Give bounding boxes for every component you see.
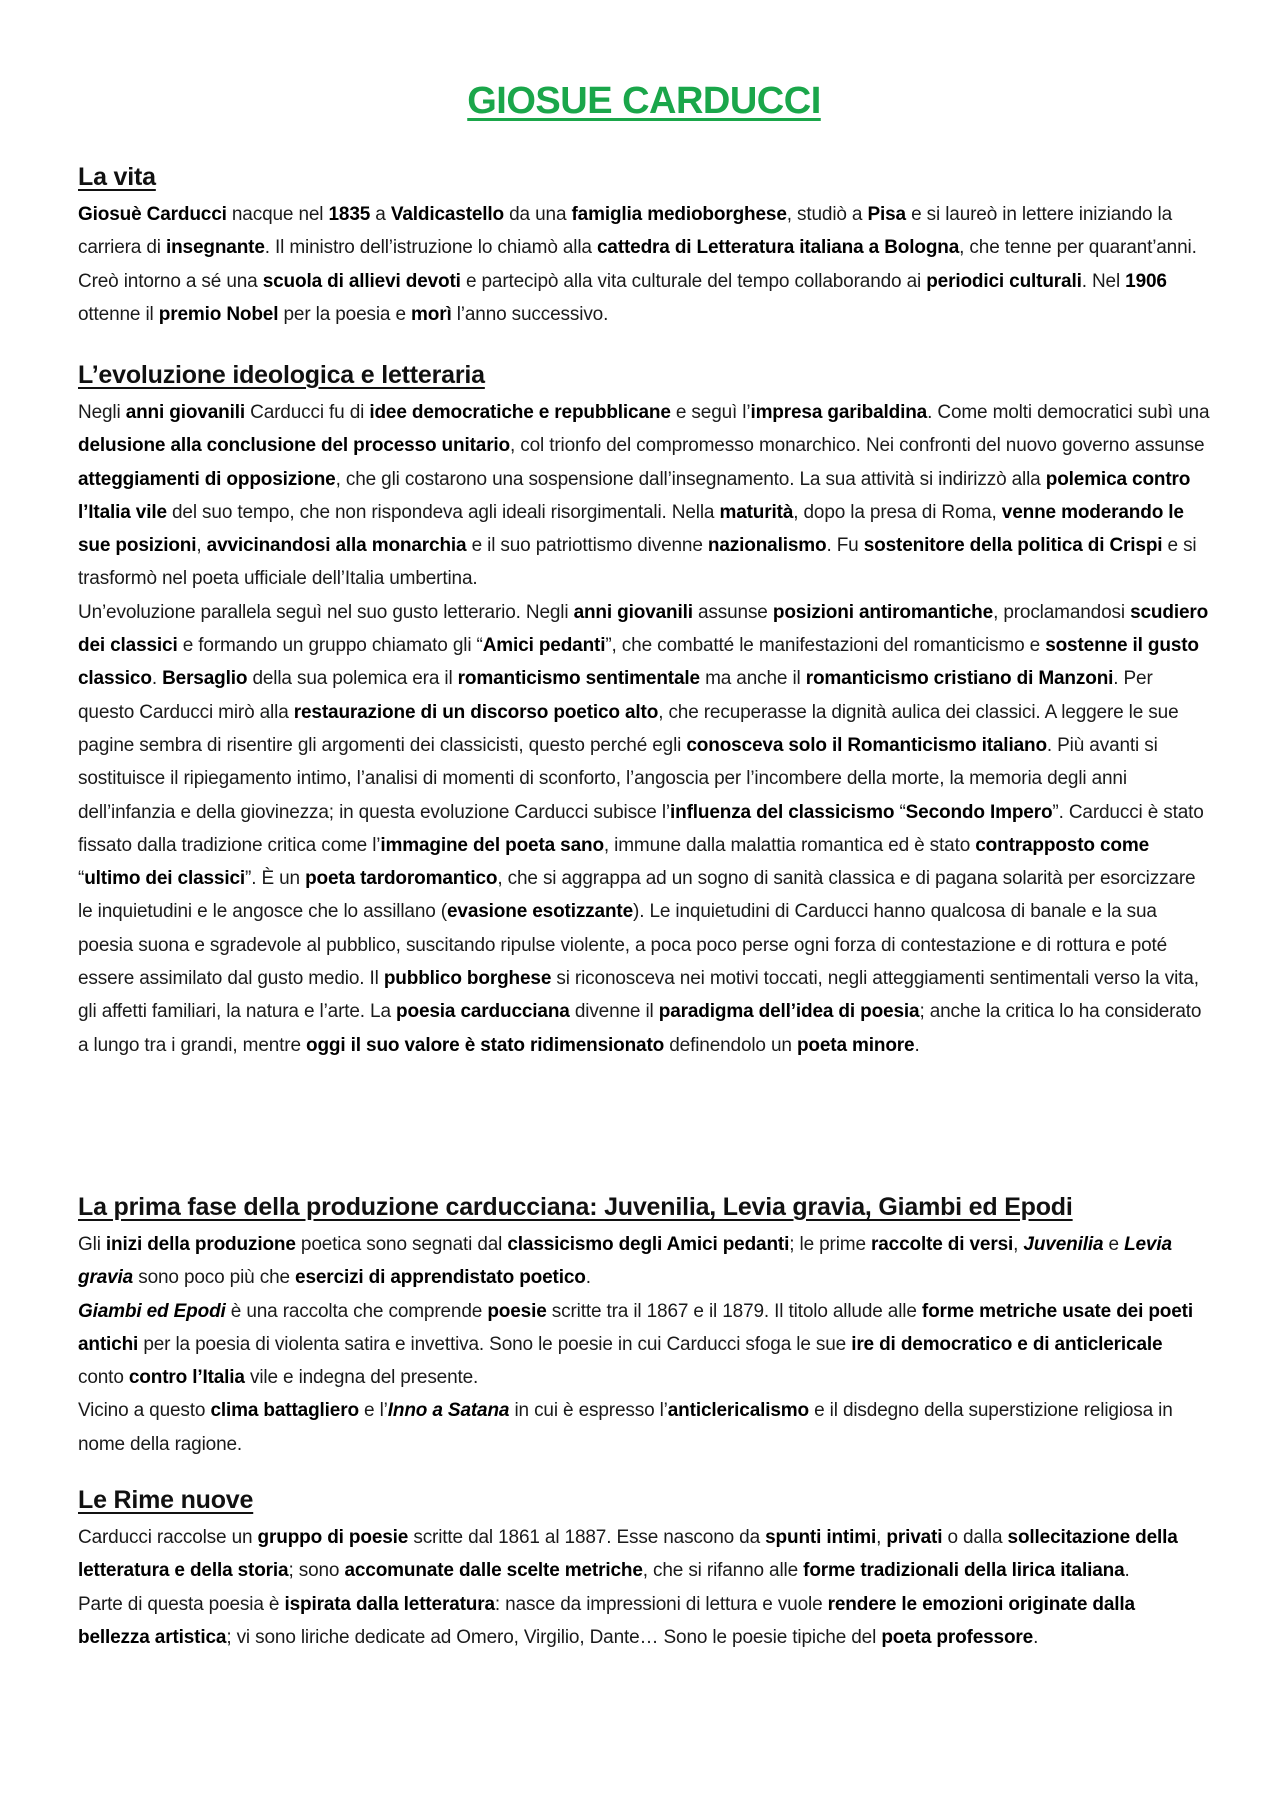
paragraph: Parte di questa poesia è ispirata dalla letteratura: nasce da impressioni di lettura e vuole rendere le emozioni originate dalla bellezza artistica; vi sono liriche dedicate ad Omero, Virgilio, Dante… Sono le poesie tipiche del poeta professore. bbox=[78, 1593, 1135, 1648]
bold-text: venne moderando le sue posizioni bbox=[78, 501, 1184, 557]
bold-text: contro l’Italia bbox=[128, 1367, 245, 1389]
section-heading: L’evoluzione ideologica e letteraria bbox=[78, 361, 485, 389]
bold-text: scudiero dei classici bbox=[78, 601, 1209, 657]
bold-text: delusione alla conclusione del processo unitario bbox=[78, 435, 511, 457]
bold-text: romanticismo sentimentale bbox=[457, 668, 700, 690]
bold-text: conosceva solo il Romanticismo italiano bbox=[686, 734, 1047, 756]
bold-text: inizi della produzione bbox=[105, 1234, 296, 1255]
paragraph: Giosuè Carducci nacque nel 1835 a Valdicastello da una famiglia medioborghese, studiò a Pisa e si laureò in lettere iniziando la carriera di insegnante. Il ministro dell’istruzione lo chiamò alla cattedra di Letteratura italiana a Bologna, che tenne per quarant’anni. Creò intorno a sé una scuola di allievi devoti e partecipò alla vita culturale del tempo collaborando ai periodici culturali. Nel 1906 ottenne il premio Nobel per la poesia e morì l’anno successivo. bbox=[78, 204, 1197, 325]
paragraph: Vicino a questo clima battagliero e l’Inno a Satana in cui è espresso l’anticlericalismo e il disdegno della superstizione religiosa in nome della ragione. bbox=[78, 1400, 1173, 1455]
bold-text: poeta professore bbox=[881, 1626, 1034, 1648]
bold-text: Amici pedanti bbox=[482, 635, 606, 657]
paragraph: Giambi ed Epodi è una raccolta che comprende poesie scritte tra il 1867 e il 1879. Il titolo allude alle forme metriche usate dei poeti antichi per la poesia di violenta satira e invettiva. Sono le poesie in cui Carducci sfoga le sue ire di democratico e di anticlericale conto contro l’Italia vile e indegna del presente. bbox=[78, 1300, 1193, 1389]
bold-text: anticlericalismo bbox=[667, 1400, 809, 1422]
bold-text: maturità bbox=[719, 501, 794, 523]
section-rime-nuove bbox=[78, 1483, 1210, 1654]
bold-text: ire di democratico e di anticlericale bbox=[851, 1333, 1163, 1355]
bold-text: polemica contro l’Italia vile bbox=[78, 468, 1191, 523]
work-title: Juvenilia bbox=[1023, 1234, 1104, 1255]
document-title: GIOSUE CARDUCCI bbox=[467, 80, 821, 122]
bold-text: Valdicastello bbox=[390, 204, 505, 225]
bold-text: periodici culturali bbox=[926, 270, 1082, 292]
bold-text: anni giovanili bbox=[125, 402, 245, 423]
bold-text: poesie bbox=[487, 1300, 547, 1322]
bold-text: famiglia medioborghese bbox=[571, 204, 787, 225]
bold-text: classicismo degli Amici pedanti bbox=[507, 1234, 790, 1255]
section-heading: Le Rime nuove bbox=[78, 1486, 254, 1514]
section-body bbox=[78, 1521, 1210, 1654]
bold-text: 1835 bbox=[328, 204, 371, 225]
bold-text: morì bbox=[411, 303, 452, 325]
bold-text: poesia carducciana bbox=[396, 1001, 570, 1023]
bold-text: contrapposto come bbox=[975, 834, 1149, 856]
bold-text: sostenitore della politica di Crispi bbox=[863, 535, 1163, 557]
section-heading: La prima fase della produzione carducciana: Juvenilia, Levia gravia, Giambi ed Epodi bbox=[78, 1193, 1073, 1221]
section-body bbox=[78, 1228, 1210, 1461]
bold-text: atteggiamenti di opposizione bbox=[78, 468, 336, 490]
paragraph: Negli anni giovanili Carducci fu di idee democratiche e repubblicane e seguì l’impresa garibaldina. Come molti democratici subì una delusione alla conclusione del processo unitario, col trionfo del compromesso monarchico. Nei confronti del nuovo governo assunse atteggiamenti di opposizione, che gli costarono una sospensione dall’insegnamento. La sua attività si indirizzò alla polemica contro l’Italia vile del suo tempo, che non rispondeva agli ideali risorgimentali. Nella maturità, dopo la presa di Roma, venne moderando le sue posizioni, avvicinandosi alla monarchia e il suo patriottismo divenne nazionalismo. Fu sostenitore della politica di Crispi e si trasformò nel poeta ufficiale dell’Italia umbertina. bbox=[78, 402, 1210, 590]
paragraph: Carducci raccolse un gruppo di poesie scritte dal 1861 al 1887. Esse nascono da spunti intimi, privati o dalla sollecitazione della letteratura e della storia; sono accomunate dalle scelte metriche, che si rifanno alle forme tradizionali della lirica italiana. bbox=[78, 1527, 1178, 1582]
bold-text: rendere le emozioni originate dalla bellezza artistica bbox=[78, 1593, 1135, 1648]
bold-text: nazionalismo bbox=[707, 535, 827, 557]
section-body bbox=[78, 396, 1210, 1062]
bold-text: paradigma dell’idea di poesia bbox=[658, 1001, 920, 1023]
bold-text: Bersaglio bbox=[162, 668, 248, 690]
section-prima-fase bbox=[78, 1190, 1210, 1461]
bold-text: poeta minore bbox=[796, 1034, 915, 1056]
paragraph: Gli inizi della produzione poetica sono segnati dal classicismo degli Amici pedanti; le prime raccolte di versi, Juvenilia e Levia gravia sono poco più che esercizi di apprendistato poetico. bbox=[78, 1234, 1172, 1289]
bold-text: clima battagliero bbox=[210, 1400, 359, 1422]
section-body bbox=[78, 198, 1210, 331]
bold-text: insegnante bbox=[165, 237, 265, 259]
bold-text: avvicinandosi alla monarchia bbox=[206, 535, 467, 557]
bold-text: influenza del classicismo bbox=[669, 801, 895, 823]
bold-text: forme tradizionali della lirica italiana bbox=[803, 1560, 1125, 1582]
bold-text: cattedra di Letteratura italiana a Bologna bbox=[596, 237, 960, 259]
bold-text: sostenne il gusto classico bbox=[78, 635, 1199, 690]
bold-text: raccolte di versi bbox=[871, 1234, 1014, 1255]
bold-text: oggi il suo valore è stato ridimensionato bbox=[306, 1034, 665, 1056]
work-title: Giambi ed Epodi bbox=[78, 1300, 226, 1322]
section-heading: La vita bbox=[78, 163, 156, 191]
section-la-vita bbox=[78, 160, 1210, 331]
bold-text: forme metriche usate dei poeti antichi bbox=[78, 1300, 1193, 1355]
bold-text: immagine del poeta sano bbox=[380, 834, 604, 856]
bold-text: evasione esotizzante bbox=[446, 901, 634, 923]
bold-text: 1906 bbox=[1125, 270, 1167, 292]
bold-text: premio Nobel bbox=[158, 303, 279, 325]
bold-text: romanticismo cristiano di Manzoni bbox=[805, 668, 1114, 690]
bold-text: esercizi di apprendistato poetico bbox=[295, 1267, 586, 1289]
bold-text: scuola di allievi devoti bbox=[262, 270, 461, 292]
bold-text: sollecitazione della letteratura e della storia bbox=[78, 1527, 1178, 1582]
bold-text: Pisa bbox=[867, 204, 906, 225]
bold-text: ispirata dalla letteratura bbox=[284, 1593, 495, 1615]
bold-text: posizioni antiromantiche bbox=[772, 601, 994, 623]
bold-text: poeta tardoromantico bbox=[305, 868, 498, 890]
bold-text: accomunate dalle scelte metriche bbox=[344, 1560, 643, 1582]
work-title: Levia gravia bbox=[78, 1234, 1172, 1289]
bold-text: idee democratiche e repubblicane bbox=[369, 402, 671, 423]
bold-text: anni giovanili bbox=[573, 601, 693, 623]
bold-text: Secondo Impero bbox=[905, 801, 1053, 823]
bold-text: gruppo di poesie bbox=[257, 1527, 409, 1548]
bold-text: impresa garibaldina bbox=[750, 402, 928, 423]
work-title: Inno a Satana bbox=[387, 1400, 510, 1422]
bold-text: Giosuè Carducci bbox=[78, 204, 227, 225]
paragraph: Un’evoluzione parallela seguì nel suo gusto letterario. Negli anni giovanili assunse posizioni antiromantiche, proclamandosi scudiero dei classici e formando un gruppo chiamato gli “Amici pedanti”, che combatté le manifestazioni del romanticismo e sostenne il gusto classico. Bersaglio della sua polemica era il romanticismo sentimentale ma anche il romanticismo cristiano di Manzoni. Per questo Carducci mirò alla restaurazione di un discorso poetico alto, che recuperasse la dignità aulica dei classici. A leggere le sue pagine sembra di risentire gli argomenti dei classicisti, questo perché egli conosceva solo il Romanticismo italiano. Più avanti si sostituisce il ripiegamento intimo, l’analisi di momenti di sconforto, l’angoscia per l’incombere della morte, la memoria degli anni dell’infanzia e della giovinezza; in questa evoluzione Carducci subisce l’influenza del classicismo “Secondo Impero”. Carducci è stato fissato dalla tradizione critica come l’immagine del poeta sano, immune dalla malattia romantica ed è stato contrapposto come “ultimo dei classici”. È un poeta tardoromantico, che si aggrappa ad un sogno di sanità classica e di pagana solarità per esorcizzare le inquietudini e le angosce che lo assillano (evasione esotizzante). Le inquietudini di Carducci hanno qualcosa di banale e la sua poesia suona e sgradevole al pubblico, suscitando ripulse violente, a poca poco perse ogni forza di contestazione e di rottura e poté essere assimilato dal gusto medio. Il pubblico borghese si riconosceva nei motivi toccati, negli atteggiamenti sentimentali verso la vita, gli affetti familiari, la natura e l’arte. La poesia carducciana divenne il paradigma dell’idea di poesia; anche la critica lo ha considerato a lungo tra i grandi, mentre oggi il suo valore è stato ridimensionato definendolo un poeta minore. bbox=[78, 601, 1209, 1056]
bold-text: pubblico borghese bbox=[383, 968, 552, 990]
section-evoluzione bbox=[78, 358, 1210, 1062]
bold-text: ultimo dei classici bbox=[84, 868, 246, 890]
bold-text: spunti intimi bbox=[765, 1527, 877, 1548]
bold-text: restaurazione di un discorso poetico alto bbox=[293, 701, 659, 723]
bold-text: privati bbox=[886, 1527, 943, 1548]
